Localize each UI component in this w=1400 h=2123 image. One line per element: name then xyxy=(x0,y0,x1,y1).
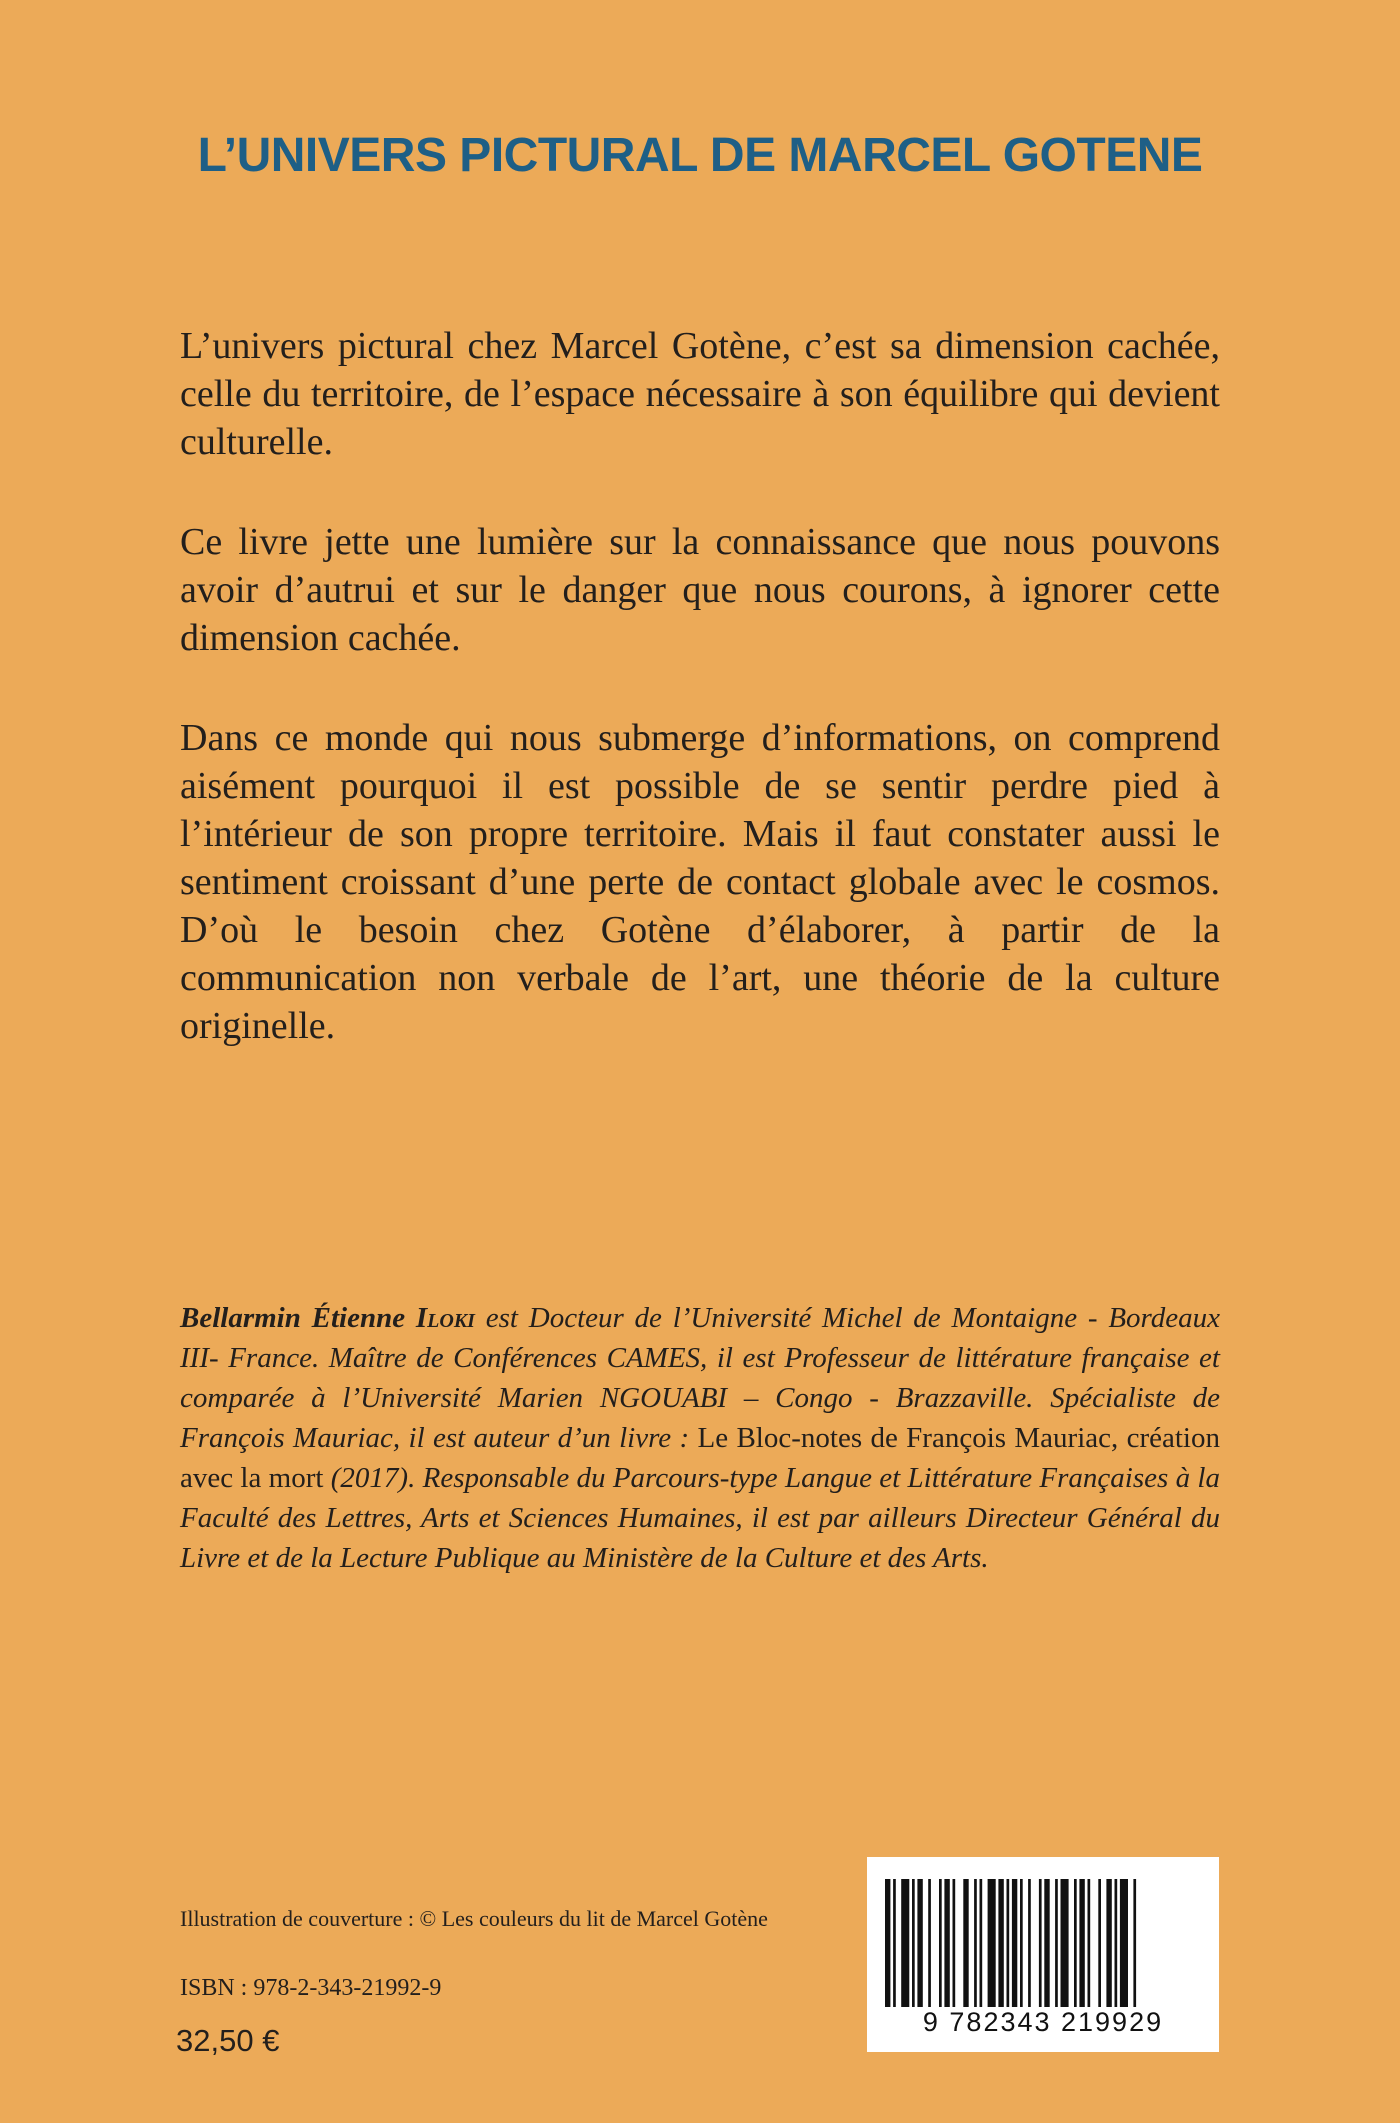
bio-text-2: (2017). Responsable du Parcours-type Langue et Littérature Françaises à la Faculté des Lettres, Arts et Sciences Humaines, il est par ailleurs Directeur Général du Livre et de la Lecture Publique au Ministère de la Culture et des Arts. xyxy=(180,1462,1220,1574)
barcode-bar xyxy=(885,1879,890,2007)
barcode-bar xyxy=(912,1879,915,2007)
blurb xyxy=(180,322,1220,1102)
price: 32,50 € xyxy=(176,2023,280,2058)
barcode-bar xyxy=(1020,1879,1023,2007)
barcode-bar xyxy=(939,1879,942,2007)
blurb-paragraph-2: Ce livre jette une lumière sur la connaissance que nous pouvons avoir d’autrui et sur le danger que nous courons, à ignorer cette dimension cachée. xyxy=(180,521,1220,659)
barcode-bar xyxy=(1044,1879,1049,2007)
barcode-bar xyxy=(1120,1879,1128,2007)
barcode-bar xyxy=(988,1879,996,2007)
barcode-bar xyxy=(944,1879,949,2007)
author-first-name: Bellarmin Étienne xyxy=(180,1302,416,1334)
barcode-bar xyxy=(963,1879,968,2007)
barcode-bar xyxy=(974,1879,977,2007)
author-last-name: Iloki xyxy=(415,1302,475,1334)
barcode-bars xyxy=(879,1879,1207,2007)
barcode-bar xyxy=(928,1879,931,2007)
bio-text-1: est Docteur de l’Université Michel de Montaigne - Bordeaux III- France. Maître de Conférences CAMES, il est Professeur de littérature française et comparée à l’Université Marien NGOUABI – Congo - Brazzaville. Spécialiste de François Mauriac, il est auteur d’un livre : xyxy=(180,1302,1220,1454)
barcode-bar xyxy=(1098,1879,1101,2007)
barcode-bar xyxy=(1088,1879,1091,2007)
isbn: ISBN : 978-2-343-21992-9 xyxy=(180,1975,442,2001)
cover-credit: Illustration de couverture : © Les couleurs du lit de Marcel Gotène xyxy=(180,1906,768,1931)
barcode-bar xyxy=(1079,1879,1084,2007)
book-title: L’UNIVERS PICTURAL DE MARCEL GOTENE xyxy=(197,129,1203,182)
barcode-bar xyxy=(1039,1879,1042,2007)
barcode-bar xyxy=(893,1879,896,2007)
barcode-bar xyxy=(917,1879,922,2007)
barcode-bar xyxy=(1115,1879,1118,2007)
bio-book-title: Le Bloc-notes de François Mauriac, création avec la mort xyxy=(180,1422,1220,1494)
barcode-bar xyxy=(1055,1879,1058,2007)
barcode-digits: 9 782343 219929 xyxy=(922,2007,1164,2037)
barcode-bar xyxy=(1133,1879,1136,2007)
barcode-bar xyxy=(1028,1879,1031,2007)
barcode-bar xyxy=(1074,1879,1077,2007)
barcode-bar xyxy=(1106,1879,1111,2007)
barcode-bar xyxy=(901,1879,909,2007)
barcode-bar xyxy=(980,1879,983,2007)
author-bio xyxy=(180,1298,1220,1578)
blurb-paragraph-3: Dans ce monde qui nous submerge d’informations, on comprend aisément pourquoi il est possible de se sentir perdre pied à l’intérieur de son propre territoire. Mais il faut constater aussi le sentiment croissant d’une perte de contact globale avec le cosmos. D’où le besoin chez Gotène d’élaborer, à partir de la communication non verbale de l’art, une théorie de la culture originelle. xyxy=(180,717,1220,1047)
barcode xyxy=(867,1857,1219,2052)
barcode-bar xyxy=(953,1879,956,2007)
blurb-paragraph-1: L’univers pictural chez Marcel Gotène, c’est sa dimension cachée, celle du territoire, de l’espace nécessaire à son équilibre qui devient culturelle. xyxy=(180,325,1220,463)
barcode-bar xyxy=(1061,1879,1069,2007)
barcode-bar xyxy=(1012,1879,1017,2007)
barcode-bar xyxy=(1007,1879,1010,2007)
barcode-bar xyxy=(998,1879,1003,2007)
author-name xyxy=(180,1302,475,1334)
